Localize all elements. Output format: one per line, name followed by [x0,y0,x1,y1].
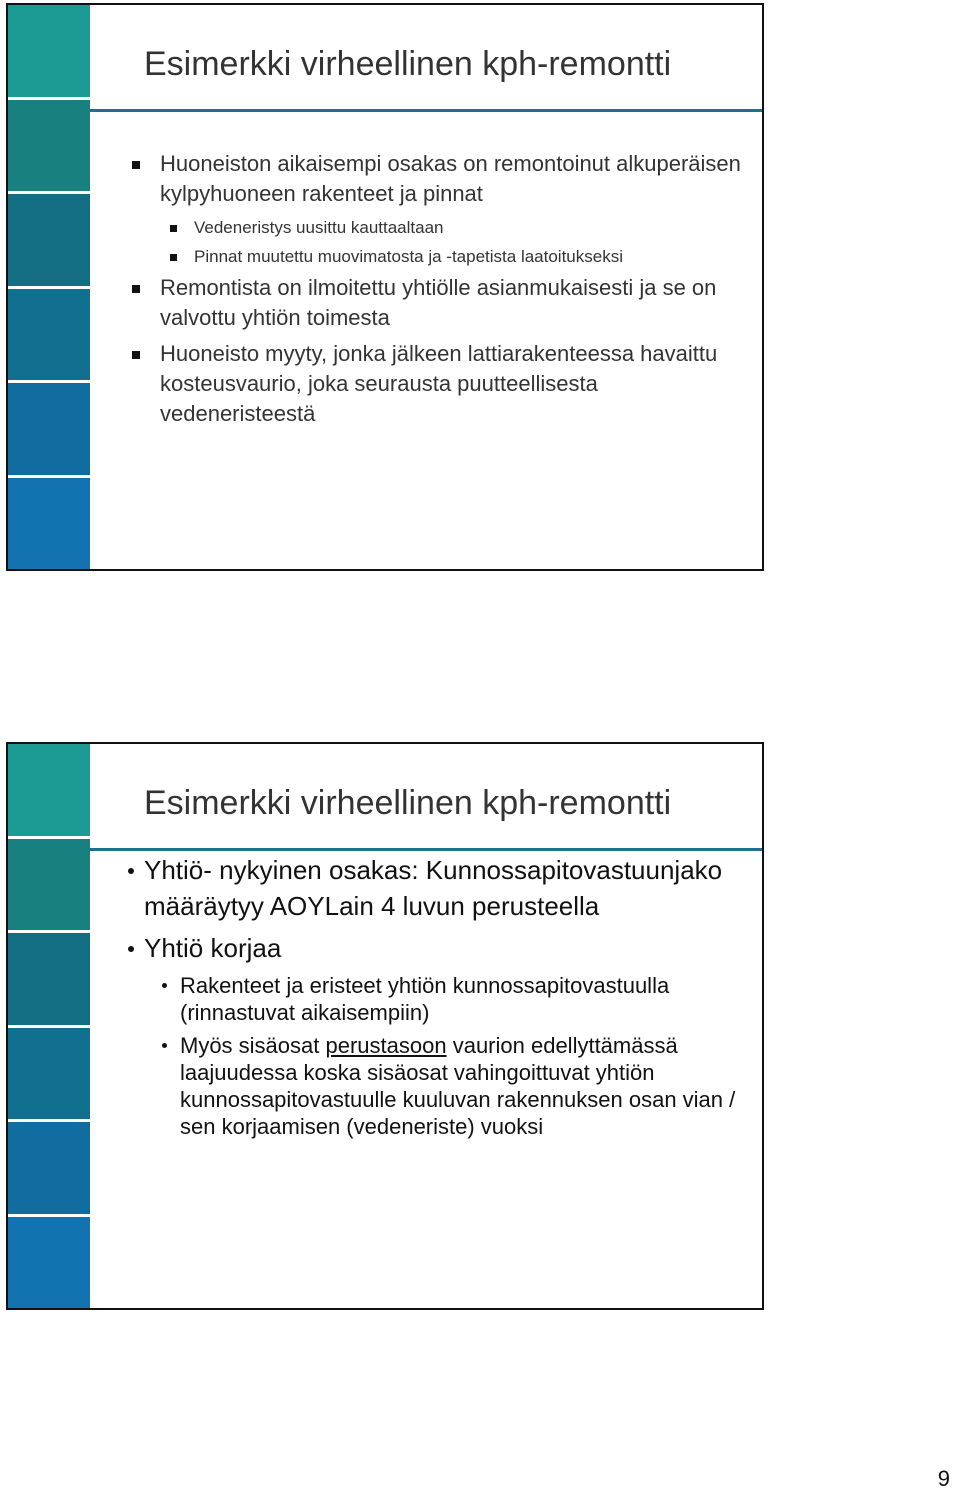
accent-segment [8,839,90,934]
accent-segment [8,100,90,195]
accent-segment [8,1028,90,1123]
slide-2 [6,742,764,1310]
slide-title: Esimerkki virheellinen kph-remontti [144,45,672,83]
slide-accent-bar [8,744,90,1308]
page-number: 9 [937,1466,950,1491]
bullet-item: Yhtiö korjaa [128,930,742,966]
accent-segment [8,478,90,570]
accent-segment [8,1122,90,1217]
title-divider [90,109,762,112]
bullet-list [128,149,742,435]
accent-segment [8,1217,90,1309]
slide-title: Esimerkki virheellinen kph-remontti [144,784,672,822]
bullet-item: Huoneisto myyty, jonka jälkeen lattiarakenteessa havaittu kosteusvaurio, joka seurausta puutteellisesta vedeneristeestä [128,339,742,429]
bullet-text: Myös sisäosat [180,1033,326,1058]
slide-accent-bar [8,5,90,569]
accent-segment [8,933,90,1028]
title-divider [90,848,762,851]
sub-bullet-item: Pinnat muutettu muovimatosta ja -tapetista laatoitukseksi [128,244,742,270]
bullet-text: vaurion edellyttämässä laajuudessa koska sisäosat vahingoittuvat yhtiön kunnossapitovastuulle kuuluvan rakennuksen osan vian / sen korjaamisen (vedeneriste) vuoksi [180,1033,736,1139]
bullet-item: Remontista on ilmoitettu yhtiölle asianmukaisesti ja se on valvottu yhtiön toimesta [128,273,742,333]
bullet-list [128,852,742,1146]
accent-segment [8,5,90,100]
bullet-item: Yhtiö- nykyinen osakas: Kunnossapitovastuunjako määräytyy AOYLain 4 luvun perusteella [128,852,742,924]
sub-bullet-item [128,1032,742,1140]
underlined-term: perustasoon [325,1033,447,1058]
sub-bullet-item: Rakenteet ja eristeet yhtiön kunnossapitovastuulla (rinnastuvat aikaisempiin) [128,972,742,1026]
accent-segment [8,744,90,839]
accent-segment [8,194,90,289]
accent-segment [8,383,90,478]
sub-bullet-item: Vedeneristys uusittu kauttaaltaan [128,215,742,241]
bullet-item: Huoneiston aikaisempi osakas on remontoinut alkuperäisen kylpyhuoneen rakenteet ja pinnat [128,149,742,209]
slide-1 [6,3,764,571]
accent-segment [8,289,90,384]
